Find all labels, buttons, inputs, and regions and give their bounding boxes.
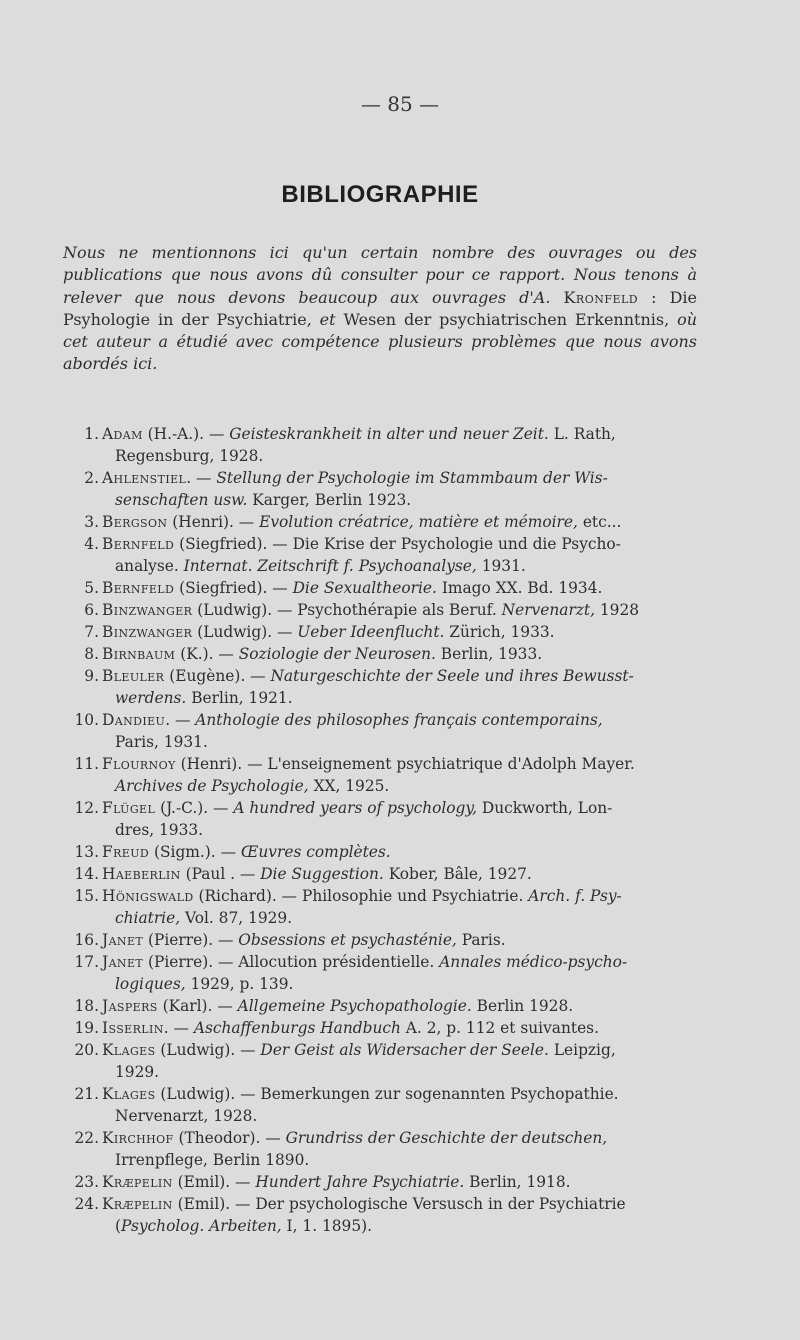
- entry-text: dres, 1933.: [115, 821, 204, 839]
- bibliography-entry: [63, 1017, 703, 1039]
- entry-text: (Henri). — L'enseignement psychiatrique d'Adolph Mayer.: [175, 755, 635, 773]
- entry-text: (Siegfried). — Die Krise der Psychologie und die Psycho-: [174, 535, 621, 553]
- intro-author: Kronfeld: [563, 287, 639, 307]
- entry-author: Hönigswald: [102, 887, 194, 905]
- entry-text: (Ludwig). —: [192, 623, 298, 641]
- entry-text: (Emil). — Der psychologische Versusch in der Psychiatrie: [172, 1195, 626, 1213]
- entry-line-1: [102, 1171, 703, 1193]
- entry-title: Annales médico-psycho-: [439, 953, 628, 971]
- entry-title: werdens.: [115, 689, 187, 707]
- entry-title: Stellung der Psychologie im Stammbaum der Wis-: [216, 469, 608, 487]
- bibliography-entry: [63, 709, 703, 753]
- entry-author: Haeberlin: [102, 865, 181, 883]
- entry-line-2: [102, 907, 703, 929]
- bibliography-entry: [63, 533, 703, 577]
- entry-title: Aschaffenburgs Handbuch: [193, 1019, 401, 1037]
- bibliography-list: [63, 423, 703, 1237]
- entry-text: (Theodor). —: [173, 1129, 286, 1147]
- entry-text: 1928: [595, 601, 640, 619]
- entry-line-2: [102, 1061, 703, 1083]
- bibliography-entry: [63, 797, 703, 841]
- entry-number: 1 .: [63, 423, 102, 445]
- entry-title: Archives de Psychologie,: [115, 777, 309, 795]
- entry-author: Birnbaum: [102, 645, 176, 663]
- entry-number: 23 .: [63, 1171, 102, 1193]
- entry-text: A. 2, p. 112 et suivantes.: [400, 1019, 599, 1037]
- entry-text: (Richard). — Philosophie und Psychiatrie.: [193, 887, 529, 905]
- entry-author: Janet: [102, 953, 144, 971]
- entry-text: Berlin, 1921.: [186, 689, 293, 707]
- entry-title: Soziologie der Neurosen.: [238, 645, 436, 663]
- entry-title: Grundriss der Geschichte der deutschen,: [285, 1129, 608, 1147]
- entry-text: Regensburg, 1928.: [115, 447, 264, 465]
- bibliography-entry: [63, 1171, 703, 1193]
- entry-text: I, 1. 1895).: [281, 1217, 373, 1235]
- entry-text: 1931.: [476, 557, 526, 575]
- entry-line-1: [102, 577, 703, 599]
- entry-text: (Emil). —: [172, 1173, 256, 1191]
- entry-text: L. Rath,: [548, 425, 616, 443]
- entry-number: 16 .: [63, 929, 102, 951]
- entry-author: Adam: [102, 425, 143, 443]
- entry-text: (Henri). —: [167, 513, 260, 531]
- entry-text: Berlin, 1918.: [464, 1173, 571, 1191]
- intro-paragraph: [63, 242, 697, 376]
- entry-line-1: [102, 643, 703, 665]
- entry-title: logiques,: [115, 975, 186, 993]
- entry-number: 17 .: [63, 951, 102, 973]
- entry-line-1: [102, 665, 703, 687]
- intro-text-1: Nous ne mentionnons ici qu'un certain nombre des ouvrages ou des publications que nous avons dû consulter pour ce rapport. Nous tenons à relever que nous devons beaucoup aux ouvrages d'A.: [63, 243, 697, 307]
- entry-line-1: [102, 797, 703, 819]
- page-title: BIBLIOGRAPHIE: [281, 181, 479, 208]
- entry-title: Nervenarzt,: [501, 601, 595, 619]
- entry-title: Œuvres complètes.: [240, 843, 391, 861]
- entry-text: (Pierre). — Allocution présidentielle.: [143, 953, 440, 971]
- entry-text: Paris, 1931.: [115, 733, 208, 751]
- entry-author: Ahlenstiel: [102, 469, 187, 487]
- entry-number: 6 .: [63, 599, 102, 621]
- entry-title: Psycholog. Arbeiten,: [121, 1217, 282, 1235]
- entry-number: 22 .: [63, 1127, 102, 1149]
- entry-text: . —: [186, 469, 217, 487]
- entry-text: (Siegfried). —: [174, 579, 293, 597]
- bibliography-entry: [63, 951, 703, 995]
- entry-text: (: [115, 1217, 122, 1235]
- entry-title: chiatrie,: [115, 909, 181, 927]
- entry-author: Kræpelin: [102, 1173, 173, 1191]
- entry-number: 13 .: [63, 841, 102, 863]
- entry-text: (Pierre). —: [143, 931, 239, 949]
- entry-text: Kober, Bâle, 1927.: [383, 865, 532, 883]
- entry-title: Evolution créatrice, matière et mémoire,: [259, 513, 578, 531]
- entry-line-1: [102, 841, 703, 863]
- entry-line-2: [102, 555, 703, 577]
- entry-text: . —: [165, 711, 196, 729]
- entry-line-2: [102, 687, 703, 709]
- entry-text: Berlin, 1933.: [435, 645, 543, 663]
- entry-text: 1929, p. 139.: [185, 975, 294, 993]
- entry-title: Der Geist als Widersacher der Seele.: [260, 1041, 549, 1059]
- entry-text: (K.). —: [175, 645, 239, 663]
- bibliography-entry: [63, 929, 703, 951]
- entry-text: (Ludwig). — Psychothérapie als Beruf.: [192, 601, 502, 619]
- entry-text: (H.-A.). —: [142, 425, 230, 443]
- entry-author: Jaspers: [102, 997, 158, 1015]
- entry-number: 20 .: [63, 1039, 102, 1061]
- entry-title: Arch. f. Psy-: [528, 887, 622, 905]
- bibliography-entry: [63, 1083, 703, 1127]
- entry-number: 14 .: [63, 863, 102, 885]
- bibliography-entry: [63, 753, 703, 797]
- entry-number: 12 .: [63, 797, 102, 819]
- entry-line-2: [102, 1105, 703, 1127]
- entry-number: 8 .: [63, 643, 102, 665]
- entry-author: Bernfeld: [102, 579, 175, 597]
- entry-number: 24 .: [63, 1193, 102, 1215]
- entry-line-1: [102, 951, 703, 973]
- entry-line-1: [102, 1039, 703, 1061]
- page-number: — 85 —: [360, 92, 440, 116]
- bibliography-entry: [63, 467, 703, 511]
- entry-text: (J.-C.). —: [155, 799, 234, 817]
- bibliography-entry: [63, 621, 703, 643]
- entry-line-1: [102, 423, 703, 445]
- entry-text: Vol. 87, 1929.: [180, 909, 293, 927]
- entry-text: (Paul . —: [180, 865, 261, 883]
- entry-text: (Sigm.). —: [149, 843, 241, 861]
- entry-line-2: [102, 445, 703, 467]
- entry-text: (Ludwig). —: [155, 1041, 261, 1059]
- entry-text: XX, 1925.: [308, 777, 390, 795]
- entry-text: Leipzig,: [548, 1041, 616, 1059]
- bibliography-entry: [63, 1039, 703, 1083]
- entry-author: Binzwanger: [102, 623, 193, 641]
- entry-title: Die Suggestion.: [260, 865, 384, 883]
- entry-author: Dandieu: [102, 711, 166, 729]
- bibliography-entry: [63, 665, 703, 709]
- entry-author: Klages: [102, 1041, 156, 1059]
- entry-author: Janet: [102, 931, 144, 949]
- entry-line-1: [102, 1083, 703, 1105]
- entry-number: 21 .: [63, 1083, 102, 1105]
- entry-text: Zürich, 1933.: [444, 623, 555, 641]
- entry-author: Flournoy: [102, 755, 176, 773]
- entry-line-2: [102, 731, 703, 753]
- entry-text: . —: [163, 1019, 194, 1037]
- entry-line-2: [102, 489, 703, 511]
- entry-title: Obsessions et psychasténie,: [238, 931, 457, 949]
- bibliography-entry: [63, 1193, 703, 1237]
- entry-author: Isserlin: [102, 1019, 164, 1037]
- entry-number: 19 .: [63, 1017, 102, 1039]
- bibliography-entry: [63, 577, 703, 599]
- entry-author: Kræpelin: [102, 1195, 173, 1213]
- entry-title: Die Sexualtheorie.: [292, 579, 437, 597]
- entry-title: Anthologie des philosophes français contemporains,: [195, 711, 603, 729]
- entry-text: (Ludwig). — Bemerkungen zur sogenannten Psychopathie.: [155, 1085, 619, 1103]
- bibliography-entry: [63, 643, 703, 665]
- entry-title: Allgemeine Psychopathologie.: [237, 997, 472, 1015]
- entry-title: senschaften usw.: [115, 491, 248, 509]
- entry-line-1: [102, 599, 703, 621]
- entry-line-1: [102, 511, 703, 533]
- intro-et: et: [319, 309, 336, 329]
- entry-author: Freud: [102, 843, 150, 861]
- bibliography-entry: [63, 423, 703, 467]
- entry-text: Karger, Berlin 1923.: [247, 491, 412, 509]
- entry-line-1: [102, 863, 703, 885]
- entry-line-1: [102, 753, 703, 775]
- intro-text-2: : Die Psyhologie in der Psychiatrie,: [63, 287, 698, 329]
- entry-text: Nervenarzt, 1928.: [115, 1107, 258, 1125]
- bibliography-entry: [63, 885, 703, 929]
- bibliography-entry: [63, 511, 703, 533]
- entry-author: Bernfeld: [102, 535, 175, 553]
- entry-text: Duckworth, Lon-: [476, 799, 613, 817]
- entry-number: 10 .: [63, 709, 102, 731]
- entry-line-1: [102, 995, 703, 1017]
- entry-line-1: [102, 1127, 703, 1149]
- entry-text: analyse.: [115, 557, 184, 575]
- entry-line-1: [102, 929, 703, 951]
- entry-number: 18 .: [63, 995, 102, 1017]
- entry-author: Kirchhof: [102, 1129, 174, 1147]
- entry-author: Flügel: [102, 799, 156, 817]
- entry-line-2: [102, 775, 703, 797]
- entry-text: 1929.: [115, 1063, 160, 1081]
- intro-text-3: Wesen der psychiatrischen Erkenntnis,: [335, 309, 678, 329]
- bibliography-entry: [63, 995, 703, 1017]
- entry-line-1: [102, 467, 703, 489]
- entry-number: 3 .: [63, 511, 102, 533]
- bibliography-entry: [63, 599, 703, 621]
- entry-text: (Eugène). —: [164, 667, 271, 685]
- entry-author: Bergson: [102, 513, 168, 531]
- entry-line-1: [102, 1193, 703, 1215]
- entry-author: Klages: [102, 1085, 156, 1103]
- entry-text: Berlin 1928.: [471, 997, 574, 1015]
- entry-number: 5 .: [63, 577, 102, 599]
- entry-line-1: [102, 885, 703, 907]
- entry-title: Geisteskrankheit in alter und neuer Zeit.: [229, 425, 549, 443]
- entry-line-1: [102, 621, 703, 643]
- entry-text: (Karl). —: [157, 997, 238, 1015]
- entry-line-2: [102, 1215, 703, 1237]
- bibliography-entry: [63, 1127, 703, 1171]
- entry-line-1: [102, 1017, 703, 1039]
- entry-title: Naturgeschichte der Seele und ihres Bewusst-: [270, 667, 634, 685]
- entry-line-2: [102, 973, 703, 995]
- entry-author: Binzwanger: [102, 601, 193, 619]
- entry-line-2: [102, 819, 703, 841]
- entry-title: Ueber Ideenflucht.: [297, 623, 445, 641]
- entry-text: Irrenpflege, Berlin 1890.: [115, 1151, 310, 1169]
- entry-number: 15 .: [63, 885, 102, 907]
- entry-text: Imago XX. Bd. 1934.: [436, 579, 603, 597]
- entry-number: 11 .: [63, 753, 102, 775]
- intro-text-4: où cet auteur a étudié avec compétence plusieurs problèmes que nous avons abordés ici.: [63, 309, 697, 374]
- entry-title: Internat. Zeitschrift f. Psychoanalyse,: [183, 557, 477, 575]
- entry-text: etc...: [577, 513, 622, 531]
- entry-line-1: [102, 533, 703, 555]
- entry-line-2: [102, 1149, 703, 1171]
- entry-number: 9 .: [63, 665, 102, 687]
- entry-line-1: [102, 709, 703, 731]
- bibliography-entry: [63, 841, 703, 863]
- entry-title: A hundred years of psychology,: [233, 799, 477, 817]
- bibliography-entry: [63, 863, 703, 885]
- entry-title: Hundert Jahre Psychiatrie.: [255, 1173, 465, 1191]
- entry-number: 2 .: [63, 467, 102, 489]
- entry-number: 4 .: [63, 533, 102, 555]
- entry-author: Bleuler: [102, 667, 165, 685]
- entry-text: Paris.: [456, 931, 506, 949]
- entry-number: 7 .: [63, 621, 102, 643]
